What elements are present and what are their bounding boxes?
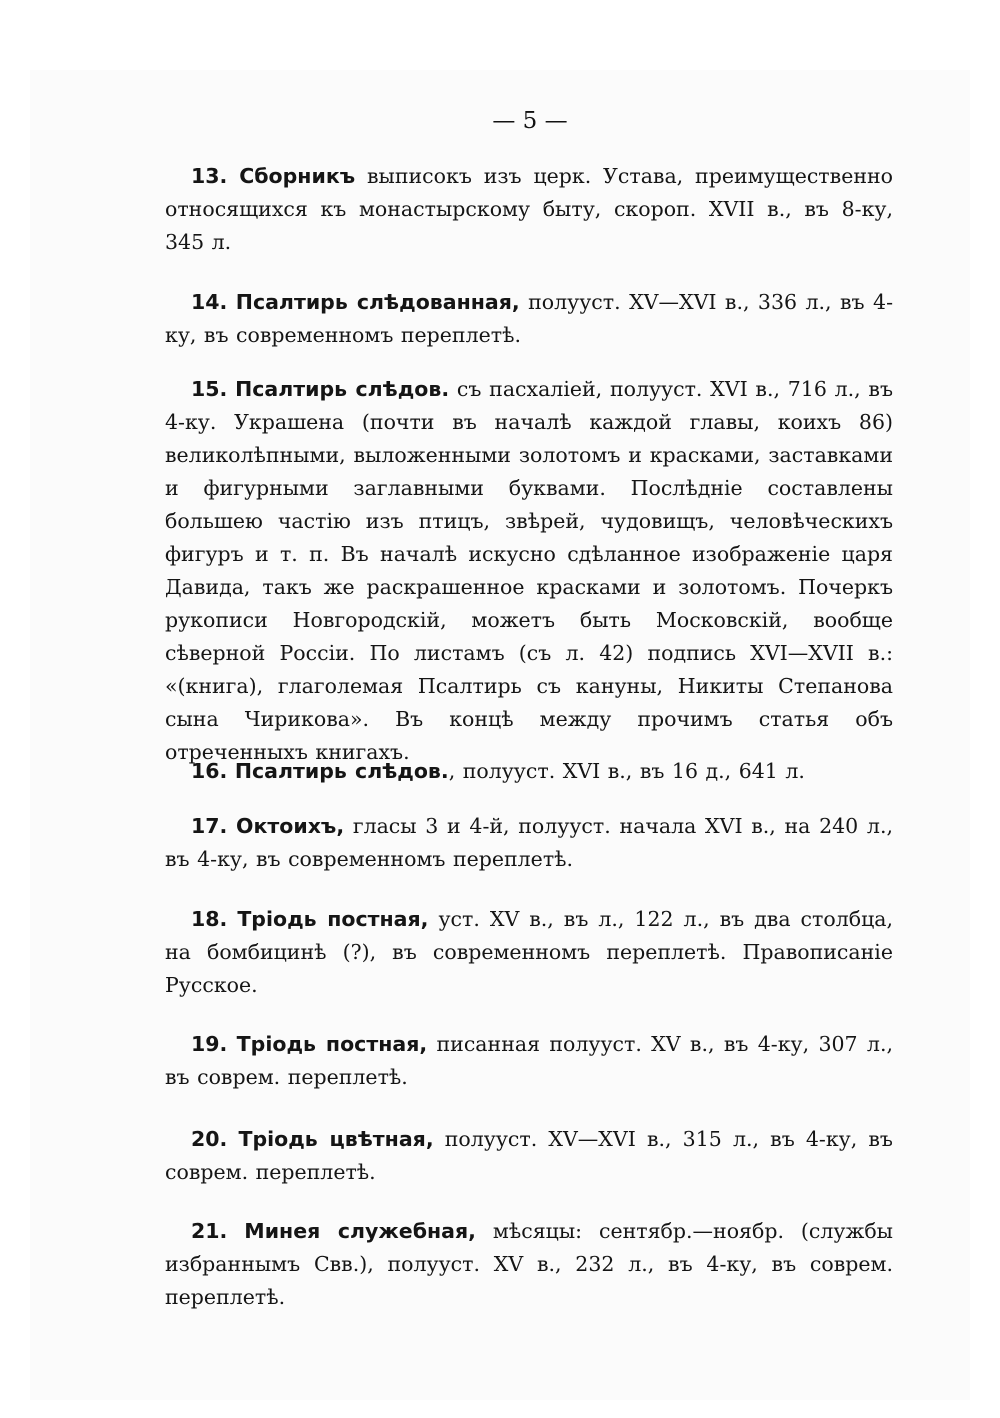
entry-number: 20. [191, 1127, 228, 1151]
entry-16 [165, 755, 893, 788]
entry-19 [165, 1028, 893, 1094]
entry-21 [165, 1215, 893, 1314]
entry-number: 13. [191, 164, 228, 188]
entry-text: , полууст. XVI в., въ 16 д., 641 л. [448, 759, 805, 783]
entry-number: 18. [191, 907, 228, 931]
entry-title: Псалтирь слѣдов. [234, 759, 449, 783]
page-number: — 5 — [492, 108, 568, 134]
entry-number: 15. [191, 377, 228, 401]
entry-number: 14. [191, 290, 228, 314]
entry-title: Тріодь постная, [237, 907, 429, 931]
entry-20 [165, 1123, 893, 1189]
entry-18 [165, 903, 893, 1002]
entry-text: уст. XV в., въ л., 122 л., въ два столбца, на бомбицинѣ (?), въ современномъ переплетѣ. Правописаніе Русское. [165, 907, 894, 997]
entry-14 [165, 286, 893, 352]
entry-number: 16. [191, 759, 228, 783]
entry-number: 19. [191, 1032, 228, 1056]
entry-title: Тріодь цвѣтная, [238, 1127, 434, 1151]
entry-text: съ пасхаліей, полууст. XVI в., 716 л., въ 4-ку. Украшена (почти въ началѣ каждой главы, коихъ 86) великолѣпными, выложенными золотомъ и красками, заставками и фигурными заглавными буквами. Послѣдніе составлены большею частію изъ птицъ, звѣрей, чудовищъ, человѣческихъ фигуръ и т. п. Въ началѣ искусно сдѣланное изображеніе царя Давида, такъ же раскрашенное красками и золотомъ. Почеркъ рукописи Новгородскій, можетъ быть Московскій, вообще сѣверной Россіи. По листамъ (съ л. 42) подпись XVI—XVII в.: «(книга), глаголемая Псалтирь съ кануны, Никиты Степанова сына Чирикова». Въ концѣ между прочимъ статья объ отреченныхъ книгахъ. [165, 377, 893, 764]
entry-17 [165, 810, 893, 876]
entry-text: мѣсяцы: сентябр.—ноябр. (службы избраннымъ Свв.), полууст. XV в., 232 л., въ 4-ку, въ соврем. переплетѣ. [165, 1219, 893, 1309]
entry-title: Тріодь постная, [236, 1032, 428, 1056]
entry-title: Псалтирь слѣдов. [235, 377, 450, 401]
entry-15 [165, 373, 893, 769]
entry-text: писанная полууст. XV в., въ 4-ку, 307 л., въ соврем. переплетѣ. [165, 1032, 893, 1089]
entry-text: выписокъ изъ церк. Устава, преимущественно относящихся къ монастырскому быту, скороп. XVII в., въ 8-ку, 345 л. [165, 164, 893, 254]
entry-13 [165, 160, 893, 259]
entry-title: Сборникъ [239, 164, 356, 188]
entry-title: Минея служебная, [244, 1219, 476, 1243]
entry-text: гласы 3 и 4-й, полууст. начала XVI в., на 240 л., въ 4-ку, въ современномъ переплетѣ. [165, 814, 893, 871]
entry-text: полууст. XV—XVI в., 336 л., въ 4-ку, въ современномъ переплетѣ. [165, 290, 893, 347]
entry-title: Октоихъ, [236, 814, 345, 838]
entry-number: 17. [191, 814, 228, 838]
entry-number: 21. [191, 1219, 228, 1243]
entry-text: полууст. XV—XVI в., 315 л., въ 4-ку, въ соврем. переплетѣ. [165, 1127, 893, 1184]
entry-title: Псалтирь слѣдованная, [235, 290, 520, 314]
